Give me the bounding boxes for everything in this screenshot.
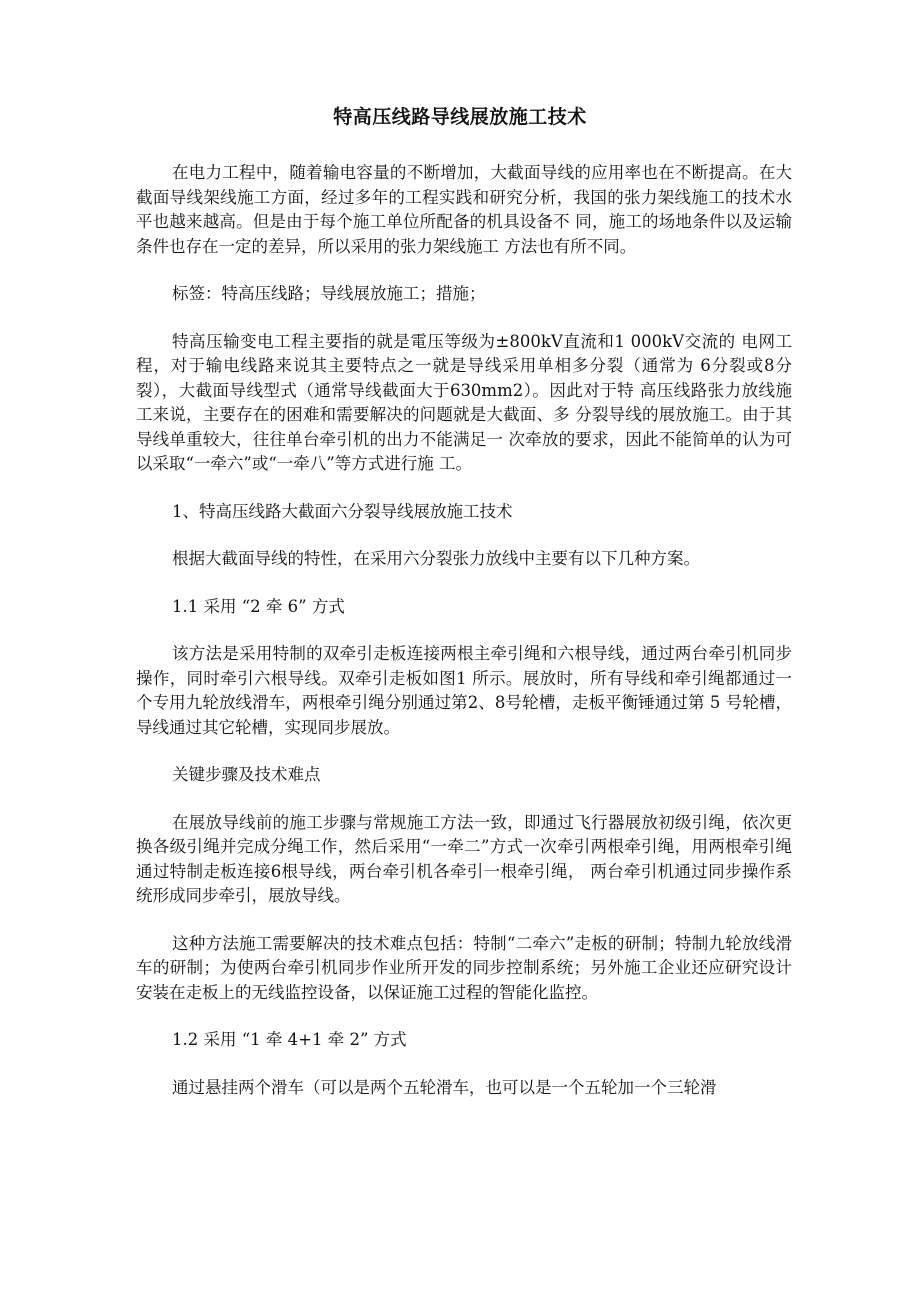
document-body xyxy=(136,161,792,1123)
paragraph-tags: 标签：特高压线路；导线展放施工；措施； xyxy=(172,284,486,303)
subsection-heading-1-1: 1.1 采用 “2 牵 6” 方式 xyxy=(172,596,345,616)
paragraph-overview: 特高压输变电工程主要指的就是電压等级为±800kV直流和1 000kV交流的 电网工程，对于输电线路来说其主要特点之一就是导线采用单相多分裂（通常为 6分裂或8分裂），大截面导线型式（通常导线截面大于630mm2）。因此对于特 高压线路张力放线施工来说，主要存在的困难和需要解决的问题就是大截面、多 分裂导线的展放施工。由于其导线单重较大，往往单台牵引机的出力不能满足一 次牵放的要求，因此不能简单的认为可以采取“一牵六”或“一牵八”等方式进行施 工。 xyxy=(136,331,792,473)
paragraph-method-1-1: 该方法是采用特制的双牵引走板连接两根主牵引绳和六根导线，通过两台牵引机同步操作，同时牵引六根导线。双牵引走板如图1 所示。展放时，所有导线和牵引绳都通过一个专用九轮放线滑车，两根牵引绳分别通过第2、8号轮槽，走板平衡锤通过第 5 号轮槽，导线通过其它轮槽，实现同步展放。 xyxy=(136,644,792,737)
paragraph-intro: 在电力工程中，随着输电容量的不断增加，大截面导线的应用率也在不断提高。在大截面导线架线施工方面，经过多年的工程实践和研究分析，我国的张力架线施工的技术水平也越来越高。但是由于每个施工单位所配备的机具设备不 同，施工的场地条件以及运输条件也存在一定的差异，所以采用的张力架线施工 方法也有所不同。 xyxy=(136,163,792,256)
paragraph-key-steps: 在展放导线前的施工步骤与常规施工方法一致，即通过飞行器展放初级引绳，依次更换各级引绳并完成分绳工作，然后采用“一牵二”方式一次牵引两根牵引绳，用两根牵引绳通过特制走板连接6根导线，两台牵引机各牵引一根牵引绳， 两台牵引机通过同步操作系统形成同步牵引，展放导线。 xyxy=(136,812,792,905)
paragraph-section-1-intro: 根据大截面导线的特性，在采用六分裂张力放线中主要有以下几种方案。 xyxy=(172,549,700,568)
subheading-key-steps: 关键步骤及技术难点 xyxy=(172,765,321,784)
subsection-heading-1-2: 1.2 采用 “1 牵 4+1 牵 2” 方式 xyxy=(172,1030,407,1049)
paragraph-technical-difficulties: 这种方法施工需要解决的技术难点包括：特制“二牵六”走板的研制；特制九轮放线滑车的研制；为使两台牵引机同步作业所开发的同步控制系统；另外施工企业还应研究设计安装在走板上的无线监控设备，以保证施工过程的智能化监控。 xyxy=(136,933,792,1002)
section-heading-1: 1、特高压线路大截面六分裂导线展放施工技术 xyxy=(172,501,513,521)
paragraph-method-1-2: 通过悬挂两个滑车（可以是两个五轮滑车，也可以是一个五轮加一个三轮滑 xyxy=(172,1077,717,1097)
document-title: 特高压线路导线展放施工技术 xyxy=(333,106,587,128)
